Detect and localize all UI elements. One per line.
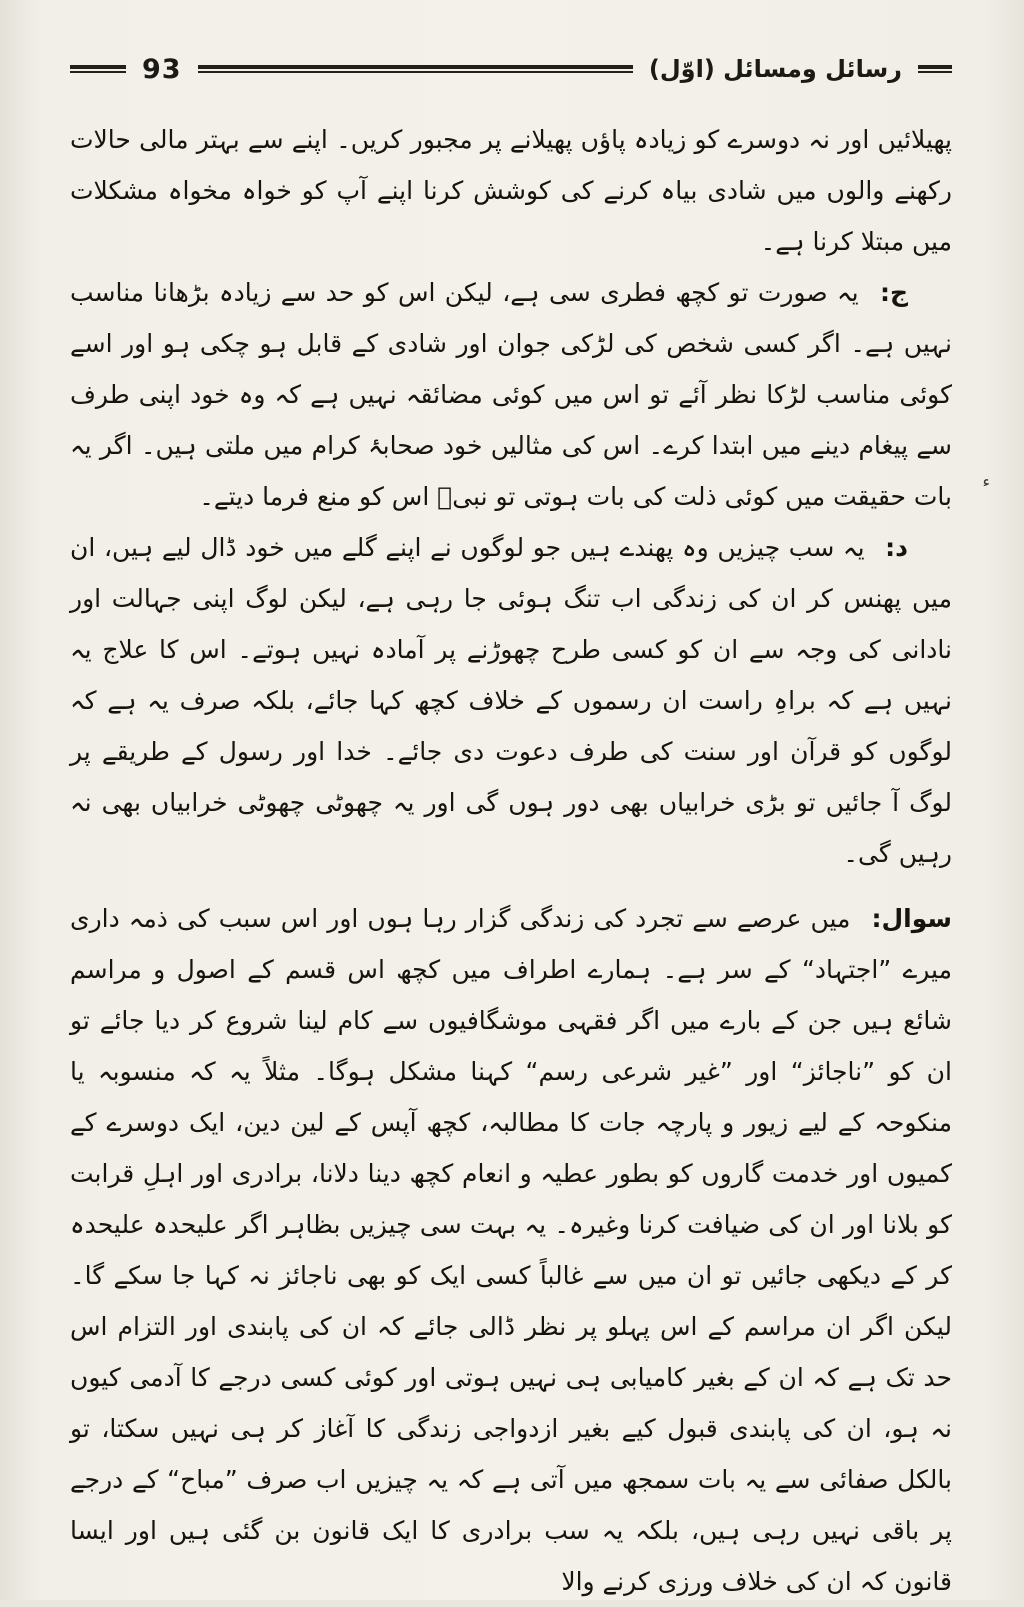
paragraph-text: میں عرصے سے تجرد کی زندگی گزار رہا ہوں اور اس سبب کی ذمہ داری میرے ”اجتہاد“ کے سر ہے۔ ہمارے اطراف میں کچھ اس قسم کے اصول و مراسم شائع ہیں جن کے بارے میں اگر فقہی موشگافیوں سے کام لینا شروع کر دیا جائے تو ان کو ”ناجائز“ اور ”غیر شرعی رسم“ کہنا مشکل ہوگا۔ مثلاً یہ کہ منسوبہ یا منکوحہ کے لیے زیور و پارچہ جات کا مطالبہ، کچھ آپس کے لین دین، ایک دوسرے کے کمیوں اور خدمت گاروں کو بطور عطیہ و انعام کچھ دینا دلانا، برادری اور اہلِ قرابت کو بلانا اور ان کی ضیافت کرنا وغیرہ۔ یہ بہت سی چیزیں بظاہر اگر علیحدہ علیحدہ کر کے دیکھی جائیں تو ان میں سے غالباً کسی ایک کو بھی ناجائز نہ کہا جا سکے گا۔ لیکن اگر ان مراسم کے اس پہلو پر نظر ڈالی جائے کہ ان کی پابندی اور التزام اس حد تک ہے کہ ان کے بغیر کامیابی ہی نہیں ہوتی اور کوئی کسی درجے کا آدمی کیوں نہ ہو، ان کی پابندی قبول کیے بغیر ازدواجی زندگی کا آغاز کر ہی نہیں سکتا، تو بالکل صفائی سے یہ بات سمجھ میں آتی ہے کہ یہ چیزیں اب صرف ”مباح“ کے درجے پر باقی نہیں رہی ہیں، بلکہ یہ سب برادری کا ایک قانون بن گئی ہیں اور ایسا قانون کہ ان کی خلاف ورزی کرنے والا [70,904,952,1596]
header-rule-right [918,65,952,73]
paragraph-text: یہ سب چیزیں وہ پھندے ہیں جو لوگوں نے اپنے گلے میں خود ڈال لیے ہیں، ان میں پھنس کر ان کی زندگی اب تنگ ہوئی جا رہی ہے، لیکن لوگ اپنی جہالت اور نادانی کی وجہ سے ان کو کسی طرح چھوڑنے پر آمادہ نہیں ہوتے۔ اس کا علاج یہ نہیں ہے کہ براہِ راست ان رسموں کے خلاف کچھ کہا جائے، بلکہ صرف یہ ہے کہ لوگوں کو قرآن اور سنت کی طرف دعوت دی جائے۔ خدا اور رسول کے طریقے پر لوگ آ جائیں تو بڑی خرابیاں بھی دور ہوں گی اور یہ چھوٹی چھوٹی خرابیاں بھی نہ رہیں گی۔ [70,533,952,868]
page-number: 93 [142,53,182,85]
paragraph-label: سوال: [871,904,952,933]
paragraph-text: یہ صورت تو کچھ فطری سی ہے، لیکن اس کو حد سے زیادہ بڑھانا مناسب نہیں ہے۔ اگر کسی شخص کی لڑکی جوان اور شادی کے قابل ہو چکی ہو اور اسے کوئی مناسب لڑکا نظر آئے تو اس میں کوئی مضائقہ نہیں ہے کہ وہ خود اپنی طرف سے پیغام دینے میں ابتدا کرے۔ اس کی مثالیں خود صحابۂ کرام میں ملتی ہیں۔ اگر یہ بات حقیقت میں کوئی ذلت کی بات ہوتی تو نبیؐ اس کو منع فرما دیتے۔ [70,278,952,511]
book-title: رسائل ومسائل (اوّل) [648,55,902,83]
page-body [70,114,952,1607]
paragraph-label: د: [885,533,908,562]
header-rule-left [70,65,126,73]
page-header [70,46,952,92]
paragraph-label: ج: [879,278,908,307]
stray-print-mark: ء [982,472,990,491]
paragraph-question [70,893,952,1607]
paragraph-answer-daal [70,522,952,879]
paragraph-text: پھیلائیں اور نہ دوسرے کو زیادہ پاؤں پھیلانے پر مجبور کریں۔ اپنے سے بہتر مالی حالات رکھنے والوں میں شادی بیاہ کرنے کی کوشش کرنا اپنے آپ کو خواہ مخواہ مشکلات میں مبتلا کرنا ہے۔ [70,125,952,256]
header-rule-center [198,65,633,73]
paragraph-continuation [70,114,952,267]
paragraph-answer-jeem [70,267,952,522]
